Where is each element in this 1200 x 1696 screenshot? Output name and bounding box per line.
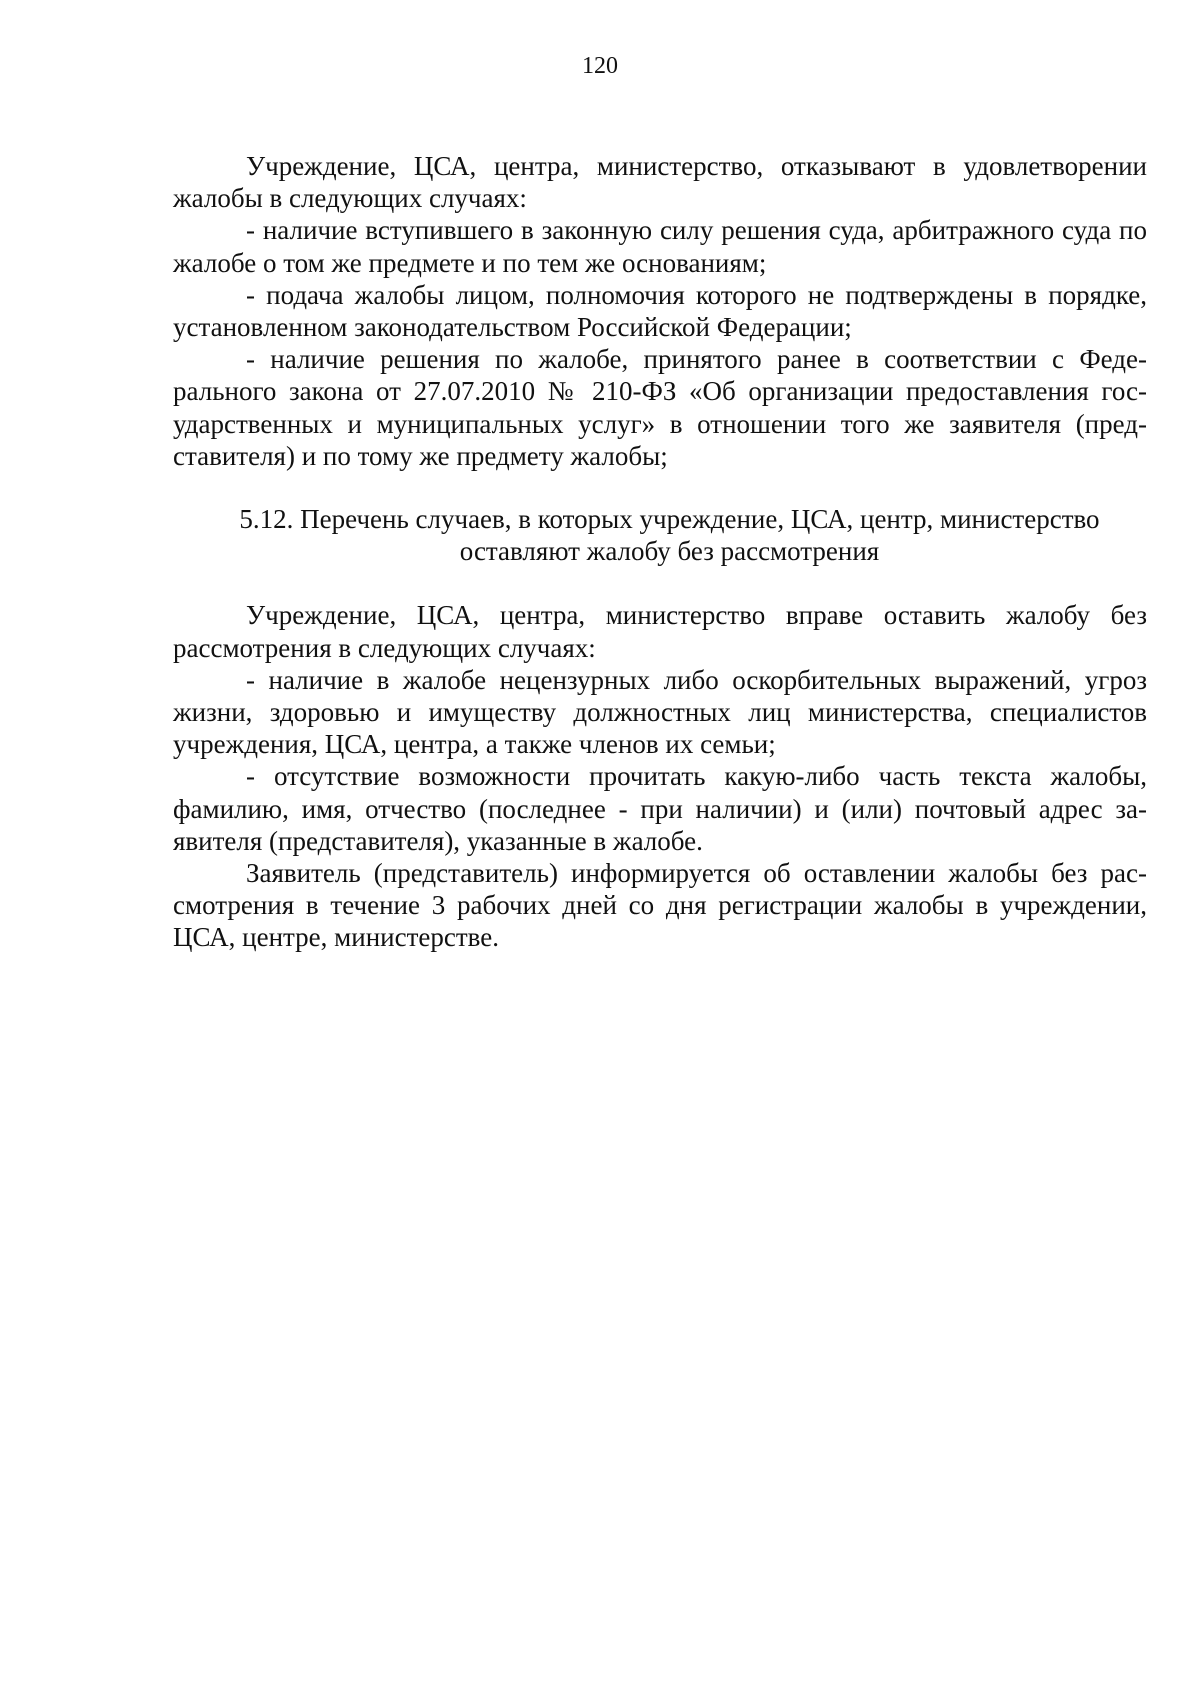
document-body [173,150,1147,954]
refusal-case-prior-decision: - наличие решения по жалобе, принятого ранее в соответствии с Федерального закона от 27.07.2010 № 210-ФЗ «Об организации предоставления государственных и муниципальных услуг» в отношении того же заявителя (представителя) и по тому же предмету жалобы; [173,344,1147,471]
applicant-notification-paragraph: Заявитель (представитель) информируется об оставлении жалобы без рассмотрения в течение 3 рабочих дней со дня регистрации жалобы в учреждении, ЦСА, центре, министерстве. [173,858,1147,953]
refusal-case-court-decision: - наличие вступившего в законную силу решения суда, арбитражного суда по жалобе о том же предмете и по тем же основаниям; [173,215,1147,278]
no-review-intro-paragraph: Учреждение, ЦСА, центра, министерство вправе оставить жалобу без рассмотрения в следующих случаях: [173,600,1147,663]
refusal-intro-paragraph: Учреждение, ЦСА, центра, министерство, отказывают в удовлетворении жалобы в следующих случаях: [173,151,1147,214]
no-review-case-obscene-language: - наличие в жалобе нецензурных либо оскорбительных выражений, угроз жизни, здоровью и имуществу должностных лиц министерства, специалистов учреждения, ЦСА, центра, а также членов их семьи; [173,664,1147,760]
page-number: 120 [582,53,618,79]
section-heading-5-12: 5.12. Перечень случаев, в которых учреждение, ЦСА, центр, министерство оставляют жалобу без рассмотрения [239,504,1100,567]
refusal-case-unconfirmed-authority: - подача жалобы лицом, полномочия которого не подтверждены в порядке, установленном законодательством Российской Федерации; [173,279,1147,343]
no-review-case-unreadable-text: - отсутствие возможности прочитать какую-либо часть текста жалобы, фамилию, имя, отчество (последнее - при наличии) и (или) почтовый адрес заявителя (представителя), указанные в жалобе. [173,761,1147,856]
